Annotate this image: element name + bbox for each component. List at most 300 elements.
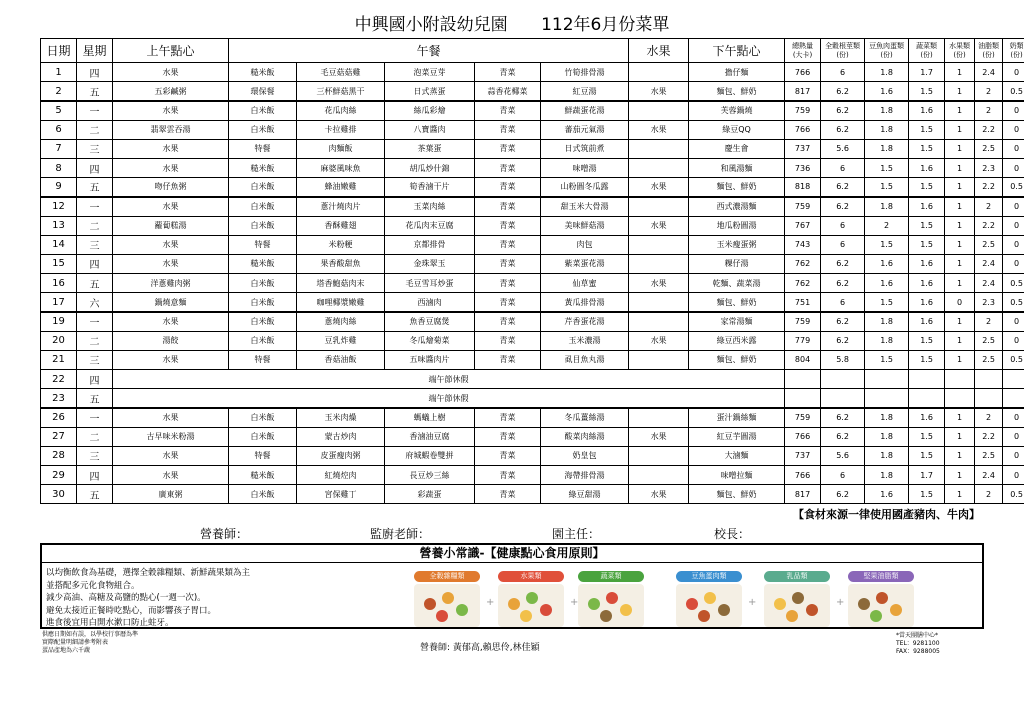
am-snack-cell: 蘿蔔糕湯 — [113, 216, 229, 235]
am-snack-cell: 水果 — [113, 101, 229, 120]
am-snack-cell: 水果 — [113, 235, 229, 254]
lunch-cell: 皮蛋瘦肉粥 — [297, 446, 385, 465]
nutrition-cell: 817 — [785, 485, 821, 504]
lunch-cell: 奶皇包 — [541, 446, 629, 465]
lunch-cell: 紅豆湯 — [541, 82, 629, 101]
nutrition-cell: 1 — [945, 101, 975, 120]
table-row — [41, 312, 1024, 331]
table-row — [41, 158, 1024, 177]
nutrition-cell: 6.2 — [821, 101, 865, 120]
fruit-cell: 水果 — [629, 82, 689, 101]
nutrition-cell: 1.5 — [909, 82, 945, 101]
date-cell: 8 — [41, 158, 77, 177]
lunch-cell: 紫菜蛋花湯 — [541, 254, 629, 273]
fruit-cell — [629, 139, 689, 158]
nutrition-cell: 1.8 — [865, 197, 909, 216]
nutrition-cell: 1 — [945, 331, 975, 350]
nutrition-cell: 1 — [945, 254, 975, 273]
table-row — [41, 139, 1024, 158]
nutrition-cell: 0 — [1003, 446, 1024, 465]
nutrition-cell: 1.8 — [865, 465, 909, 484]
header-milk: 奶類 (份) — [1003, 39, 1024, 63]
lunch-cell: 玉米肉燥 — [297, 408, 385, 427]
nutrition-cell: 1 — [945, 408, 975, 427]
nutrition-cell: 759 — [785, 408, 821, 427]
lunch-cell: 冬瓜燴菊菜 — [385, 331, 475, 350]
pm-snack-cell: 麵包、鮮奶 — [689, 350, 785, 369]
am-snack-cell: 水果 — [113, 312, 229, 331]
source-note: 【食材來源一律使用國產豬肉、牛肉】 — [793, 508, 980, 521]
lunch-cell: 金珠翠玉 — [385, 254, 475, 273]
lunch-cell: 特餐 — [229, 446, 297, 465]
food-group-label: 豆魚蛋肉類 — [676, 571, 742, 582]
food-group-label: 乳品類 — [764, 571, 830, 582]
pm-snack-cell: 乾麵、蔬菜湯 — [689, 274, 785, 293]
lunch-cell: 長豆炒三絲 — [385, 465, 475, 484]
lunch-cell: 竹筍排骨湯 — [541, 63, 629, 82]
am-snack-cell: 翡翠雲吞湯 — [113, 120, 229, 139]
pm-snack-cell: 麵包、鮮奶 — [689, 293, 785, 312]
nutrition-cell: 1.5 — [865, 178, 909, 197]
nutrition-cell — [1003, 370, 1024, 389]
nutrition-cell: 759 — [785, 101, 821, 120]
fruit-cell — [629, 350, 689, 369]
lunch-cell: 果香酸甜魚 — [297, 254, 385, 273]
sig-chef: 監廚老師： — [370, 527, 431, 541]
nutrition-cell — [865, 389, 909, 408]
lunch-cell: 白米飯 — [229, 274, 297, 293]
date-cell: 26 — [41, 408, 77, 427]
date-cell: 21 — [41, 350, 77, 369]
date-cell: 15 — [41, 254, 77, 273]
lunch-cell: 青菜 — [475, 178, 541, 197]
food-group — [414, 571, 480, 627]
lunch-cell: 咖哩椰漿嫩雞 — [297, 293, 385, 312]
lunch-cell: 肉麵飯 — [297, 139, 385, 158]
nutrition-cell: 737 — [785, 446, 821, 465]
weekday-cell: 四 — [77, 465, 113, 484]
tips-title: 營養小常識-【健康點心食用原則】 — [42, 545, 982, 563]
weekday-cell: 五 — [77, 274, 113, 293]
tips-text — [46, 567, 250, 630]
am-snack-cell: 古早味米粉湯 — [113, 427, 229, 446]
school-name: 中興國小附設幼兒園 — [354, 15, 508, 35]
lunch-cell: 蔥燒肉絲 — [297, 312, 385, 331]
nutrition-cell: 736 — [785, 158, 821, 177]
date-cell: 19 — [41, 312, 77, 331]
food-group — [676, 571, 742, 627]
weekday-cell: 五 — [77, 485, 113, 504]
nutrition-cell: 6.2 — [821, 120, 865, 139]
nutrition-tips — [40, 543, 984, 629]
lunch-cell: 花瓜肉絲 — [297, 101, 385, 120]
lunch-cell: 青菜 — [475, 446, 541, 465]
tip-line: 減少高油、高糖及高鹽的點心(一週一次)。 — [46, 593, 206, 603]
nutrition-cell: 2.3 — [975, 158, 1003, 177]
lunch-cell: 日式筑前煮 — [541, 139, 629, 158]
nutrition-cell: 1.5 — [865, 293, 909, 312]
lunch-cell: 塔香鮑菇肉末 — [297, 274, 385, 293]
lunch-cell: 青菜 — [475, 216, 541, 235]
nutrition-cell: 1 — [945, 139, 975, 158]
nutrition-cell: 0.5 — [1003, 350, 1024, 369]
footer-line: 實際配量明細請參考附表 — [42, 639, 109, 646]
nutrition-cell: 1.5 — [909, 427, 945, 446]
table-row — [41, 197, 1024, 216]
lunch-cell: 白米飯 — [229, 408, 297, 427]
food-group-label: 蔬菜類 — [578, 571, 644, 582]
fruit-cell: 水果 — [629, 178, 689, 197]
pm-snack-cell: 大滷麵 — [689, 446, 785, 465]
nutrition-cell: 1.6 — [909, 312, 945, 331]
lunch-cell: 綠豆甜湯 — [541, 485, 629, 504]
nutrition-cell: 2 — [975, 312, 1003, 331]
nutrition-cell: 6.2 — [821, 254, 865, 273]
pm-snack-cell: 味噌拉麵 — [689, 465, 785, 484]
nutrition-cell: 766 — [785, 427, 821, 446]
tip-line: 以均衡飲食為基礎，選擇全穀雜糧類、新鮮蔬果類為主 — [46, 568, 251, 578]
plus-icon: + — [748, 597, 757, 608]
nutrition-cell: 1.6 — [909, 197, 945, 216]
nutrition-cell: 0 — [1003, 139, 1024, 158]
am-snack-cell: 水果 — [113, 408, 229, 427]
nutrition-cell: 1 — [945, 312, 975, 331]
weekday-cell: 三 — [77, 350, 113, 369]
weekday-cell: 三 — [77, 446, 113, 465]
lunch-cell: 糙米飯 — [229, 158, 297, 177]
table-row — [41, 408, 1024, 427]
nutrition-cell: 759 — [785, 197, 821, 216]
nutrition-cell: 6 — [821, 235, 865, 254]
lunch-cell: 特餐 — [229, 235, 297, 254]
plus-icon: + — [570, 597, 579, 608]
table-row — [41, 350, 1024, 369]
nutrition-cell: 2.5 — [975, 446, 1003, 465]
fruit-cell: 水果 — [629, 427, 689, 446]
lunch-cell: 特餐 — [229, 350, 297, 369]
nutrition-cell: 2.5 — [975, 331, 1003, 350]
header-row — [41, 39, 1024, 63]
nutrition-cell: 1.6 — [909, 274, 945, 293]
nutrition-cell: 1.7 — [909, 63, 945, 82]
footer-line: 蛋品產地為六千蔬 — [42, 647, 91, 654]
nutrition-cell: 1.5 — [909, 485, 945, 504]
nutrition-cell: 804 — [785, 350, 821, 369]
nutrition-cell: 766 — [785, 465, 821, 484]
lunch-cell: 冬瓜薑絲湯 — [541, 408, 629, 427]
sig-director: 園主任： — [552, 527, 601, 541]
nutrition-cell: 0 — [1003, 120, 1024, 139]
header-lunch: 午餐 — [229, 39, 629, 63]
nutrition-cell: 1.5 — [909, 216, 945, 235]
nutrition-cell: 1 — [945, 235, 975, 254]
menu-body — [41, 63, 1024, 504]
nutrition-cell: 743 — [785, 235, 821, 254]
nutrition-cell — [821, 389, 865, 408]
lunch-cell: 美味鮮菇湯 — [541, 216, 629, 235]
weekday-cell: 四 — [77, 158, 113, 177]
lunch-cell: 青菜 — [475, 235, 541, 254]
am-snack-cell: 吻仔魚粥 — [113, 178, 229, 197]
sig-principal: 校長： — [714, 527, 751, 541]
lunch-cell: 青菜 — [475, 485, 541, 504]
lunch-cell: 蕃茄元氣湯 — [541, 120, 629, 139]
lunch-cell: 蜂油嫩雞 — [297, 178, 385, 197]
nutrition-cell: 6.2 — [821, 312, 865, 331]
fruit-cell — [629, 158, 689, 177]
header-kcal: 總熱量 (大卡) — [785, 39, 821, 63]
header-oil: 油脂類 (份) — [975, 39, 1003, 63]
am-snack-cell: 湯餃 — [113, 331, 229, 350]
nutrition-cell: 1 — [945, 465, 975, 484]
lunch-cell: 米粉粳 — [297, 235, 385, 254]
weekday-cell: 三 — [77, 139, 113, 158]
lunch-cell: 玉米濃湯 — [541, 331, 629, 350]
pm-snack-cell: 綠豆西米露 — [689, 331, 785, 350]
weekday-cell: 五 — [77, 389, 113, 408]
lunch-cell: 青菜 — [475, 101, 541, 120]
fruit-cell: 水果 — [629, 331, 689, 350]
food-group — [578, 571, 644, 627]
weekday-cell: 二 — [77, 331, 113, 350]
lunch-cell: 毛豆菇菇雞 — [297, 63, 385, 82]
nutrition-cell: 2 — [975, 408, 1003, 427]
nutrition-cell: 2 — [975, 101, 1003, 120]
date-cell: 9 — [41, 178, 77, 197]
table-row — [41, 101, 1024, 120]
nutrition-cell: 0 — [1003, 216, 1024, 235]
pm-snack-cell: 家常湯麵 — [689, 312, 785, 331]
fruit-cell: 水果 — [629, 120, 689, 139]
lunch-cell: 白米飯 — [229, 293, 297, 312]
table-row — [41, 389, 1024, 408]
am-snack-cell: 水果 — [113, 139, 229, 158]
nutrition-cell: 1 — [945, 216, 975, 235]
lunch-cell: 青菜 — [475, 254, 541, 273]
holiday-cell: 端午節休假 — [113, 370, 785, 389]
weekday-cell: 二 — [77, 216, 113, 235]
nutrition-cell: 1.5 — [865, 350, 909, 369]
food-illustration-icon — [414, 584, 480, 627]
lunch-cell: 筍香滷干片 — [385, 178, 475, 197]
nutrition-cell: 1.6 — [865, 485, 909, 504]
nutrition-cell: 1 — [945, 446, 975, 465]
nutrition-cell — [785, 389, 821, 408]
lunch-cell: 白米飯 — [229, 331, 297, 350]
lunch-cell: 味噌湯 — [541, 158, 629, 177]
lunch-cell: 黃瓜排骨湯 — [541, 293, 629, 312]
date-cell: 30 — [41, 485, 77, 504]
lunch-cell: 蔥汁燒肉片 — [297, 197, 385, 216]
nutrition-cell: 2.2 — [975, 216, 1003, 235]
weekday-cell: 一 — [77, 408, 113, 427]
lunch-cell: 紅燒焢肉 — [297, 465, 385, 484]
table-row — [41, 216, 1024, 235]
lunch-cell: 香滷油豆腐 — [385, 427, 475, 446]
lunch-cell: 白米飯 — [229, 216, 297, 235]
nutrition-cell: 1.8 — [865, 408, 909, 427]
pm-snack-cell: 綠豆QQ — [689, 120, 785, 139]
fruit-cell — [629, 197, 689, 216]
nutrition-cell: 6 — [821, 216, 865, 235]
weekday-cell: 五 — [77, 178, 113, 197]
date-cell: 29 — [41, 465, 77, 484]
lunch-cell: 西滷肉 — [385, 293, 475, 312]
nutrition-cell: 759 — [785, 312, 821, 331]
date-cell: 28 — [41, 446, 77, 465]
am-snack-cell: 水果 — [113, 254, 229, 273]
date-cell: 2 — [41, 82, 77, 101]
lunch-cell: 海帶排骨湯 — [541, 465, 629, 484]
nutrition-cell: 2 — [865, 216, 909, 235]
food-group — [848, 571, 914, 627]
nutrition-cell: 762 — [785, 254, 821, 273]
nutrition-cell: 0 — [1003, 331, 1024, 350]
lunch-cell: 青菜 — [475, 158, 541, 177]
tip-line: 避免太接近正餐時吃點心，而影響孩子胃口。 — [46, 605, 217, 616]
nutrition-cell — [821, 370, 865, 389]
menu-table — [40, 38, 1024, 504]
food-illustration-icon — [676, 584, 742, 627]
lunch-cell: 白米飯 — [229, 178, 297, 197]
lunch-cell: 酸菜肉絲湯 — [541, 427, 629, 446]
table-row — [41, 274, 1024, 293]
weekday-cell: 二 — [77, 427, 113, 446]
table-row — [41, 63, 1024, 82]
nutrition-cell: 5.8 — [821, 350, 865, 369]
weekday-cell: 一 — [77, 101, 113, 120]
nutrition-cell: 1 — [945, 158, 975, 177]
plus-icon: + — [486, 597, 495, 608]
table-row — [41, 331, 1024, 350]
lunch-cell: 青菜 — [475, 197, 541, 216]
lunch-cell: 糙米飯 — [229, 63, 297, 82]
lunch-cell: 青菜 — [475, 465, 541, 484]
nutrition-cell: 6 — [821, 293, 865, 312]
nutrition-cell: 0 — [945, 293, 975, 312]
nutrition-cell: 6 — [821, 465, 865, 484]
nutrition-cell: 6.2 — [821, 331, 865, 350]
food-illustration-icon — [848, 584, 914, 627]
nutrition-cell: 1.5 — [865, 235, 909, 254]
lunch-cell: 青菜 — [475, 331, 541, 350]
sig-dietitian: 營養師： — [200, 527, 249, 541]
nutrition-cell: 2.4 — [975, 254, 1003, 273]
lunch-cell: 泡菜豆芽 — [385, 63, 475, 82]
date-cell: 14 — [41, 235, 77, 254]
nutrition-cell: 1.8 — [865, 427, 909, 446]
lunch-cell: 毛豆雪耳炒蛋 — [385, 274, 475, 293]
header-weekday: 星期 — [77, 39, 113, 63]
fruit-cell — [629, 446, 689, 465]
table-row — [41, 446, 1024, 465]
nutrition-cell: 5.6 — [821, 446, 865, 465]
nutrition-cell: 1.8 — [865, 120, 909, 139]
lunch-cell: 三杯鮮菇黑干 — [297, 82, 385, 101]
nutrition-cell: 2 — [975, 485, 1003, 504]
lunch-cell: 花瓜肉末豆腐 — [385, 216, 475, 235]
lunch-cell: 糙米飯 — [229, 465, 297, 484]
lunch-cell: 豆乳炸雞 — [297, 331, 385, 350]
lunch-cell: 八寶醬肉 — [385, 120, 475, 139]
fruit-cell: 水果 — [629, 485, 689, 504]
nutrition-cell: 2.5 — [975, 235, 1003, 254]
am-snack-cell: 水果 — [113, 465, 229, 484]
lunch-cell: 香菇油飯 — [297, 350, 385, 369]
am-snack-cell: 五彩鹹粥 — [113, 82, 229, 101]
pm-snack-cell: 擔仔麵 — [689, 63, 785, 82]
nutrition-cell: 0 — [1003, 197, 1024, 216]
am-snack-cell: 水果 — [113, 446, 229, 465]
nutrition-cell: 1.6 — [909, 101, 945, 120]
nutrition-cell: 818 — [785, 178, 821, 197]
weekday-cell: 四 — [77, 63, 113, 82]
food-illustration-icon — [764, 584, 830, 627]
table-row — [41, 293, 1024, 312]
footer-notes — [42, 631, 138, 655]
lunch-cell: 宮保雞丁 — [297, 485, 385, 504]
lunch-cell: 胡瓜炒什錦 — [385, 158, 475, 177]
lunch-cell: 府城蝦卷雙拼 — [385, 446, 475, 465]
lunch-cell: 糙米飯 — [229, 254, 297, 273]
lunch-cell: 玉菜肉絲 — [385, 197, 475, 216]
fruit-cell — [629, 408, 689, 427]
nutrition-cell: 779 — [785, 331, 821, 350]
nutrition-cell: 6 — [821, 63, 865, 82]
nutrition-cell: 0 — [1003, 158, 1024, 177]
am-snack-cell: 水果 — [113, 350, 229, 369]
page-title — [0, 10, 1024, 35]
nutrition-cell: 1.7 — [909, 465, 945, 484]
nutrition-cell: 6 — [821, 158, 865, 177]
nutrition-cell — [909, 370, 945, 389]
menu-period: 112年6月份菜單 — [541, 15, 670, 35]
nutrition-cell: 1.8 — [865, 331, 909, 350]
nutrition-cell: 1.6 — [865, 82, 909, 101]
nutrition-cell: 1 — [945, 82, 975, 101]
nutrition-cell — [945, 389, 975, 408]
nutrition-cell: 1 — [945, 120, 975, 139]
fruit-cell: 水果 — [629, 216, 689, 235]
nutrition-cell: 1.6 — [865, 254, 909, 273]
table-row — [41, 120, 1024, 139]
lunch-cell: 青菜 — [475, 63, 541, 82]
holiday-cell: 端午節休假 — [113, 389, 785, 408]
nutrition-cell: 762 — [785, 274, 821, 293]
pm-snack-cell: 紅豆芋圓湯 — [689, 427, 785, 446]
date-cell: 27 — [41, 427, 77, 446]
plus-icon: + — [836, 597, 845, 608]
nutrition-cell: 6.2 — [821, 82, 865, 101]
pm-snack-cell: 玉米瘦蛋粥 — [689, 235, 785, 254]
tip-line: 並搭配多元化食物組合。 — [46, 580, 140, 591]
nutrition-cell: 766 — [785, 63, 821, 82]
am-snack-cell: 水果 — [113, 158, 229, 177]
nutrition-cell: 1 — [945, 427, 975, 446]
fruit-cell — [629, 293, 689, 312]
nutrition-cell: 0.5 — [1003, 82, 1024, 101]
pm-snack-cell: 慶生會 — [689, 139, 785, 158]
nutrition-cell — [975, 389, 1003, 408]
date-cell: 13 — [41, 216, 77, 235]
nutrition-cell: 1.5 — [909, 139, 945, 158]
weekday-cell: 二 — [77, 120, 113, 139]
weekday-cell: 一 — [77, 197, 113, 216]
nutrition-cell: 2.2 — [975, 178, 1003, 197]
footer-contact — [896, 632, 940, 656]
footer-line: *當天團膳中心* — [896, 632, 939, 639]
nutrition-cell: 2.4 — [975, 63, 1003, 82]
